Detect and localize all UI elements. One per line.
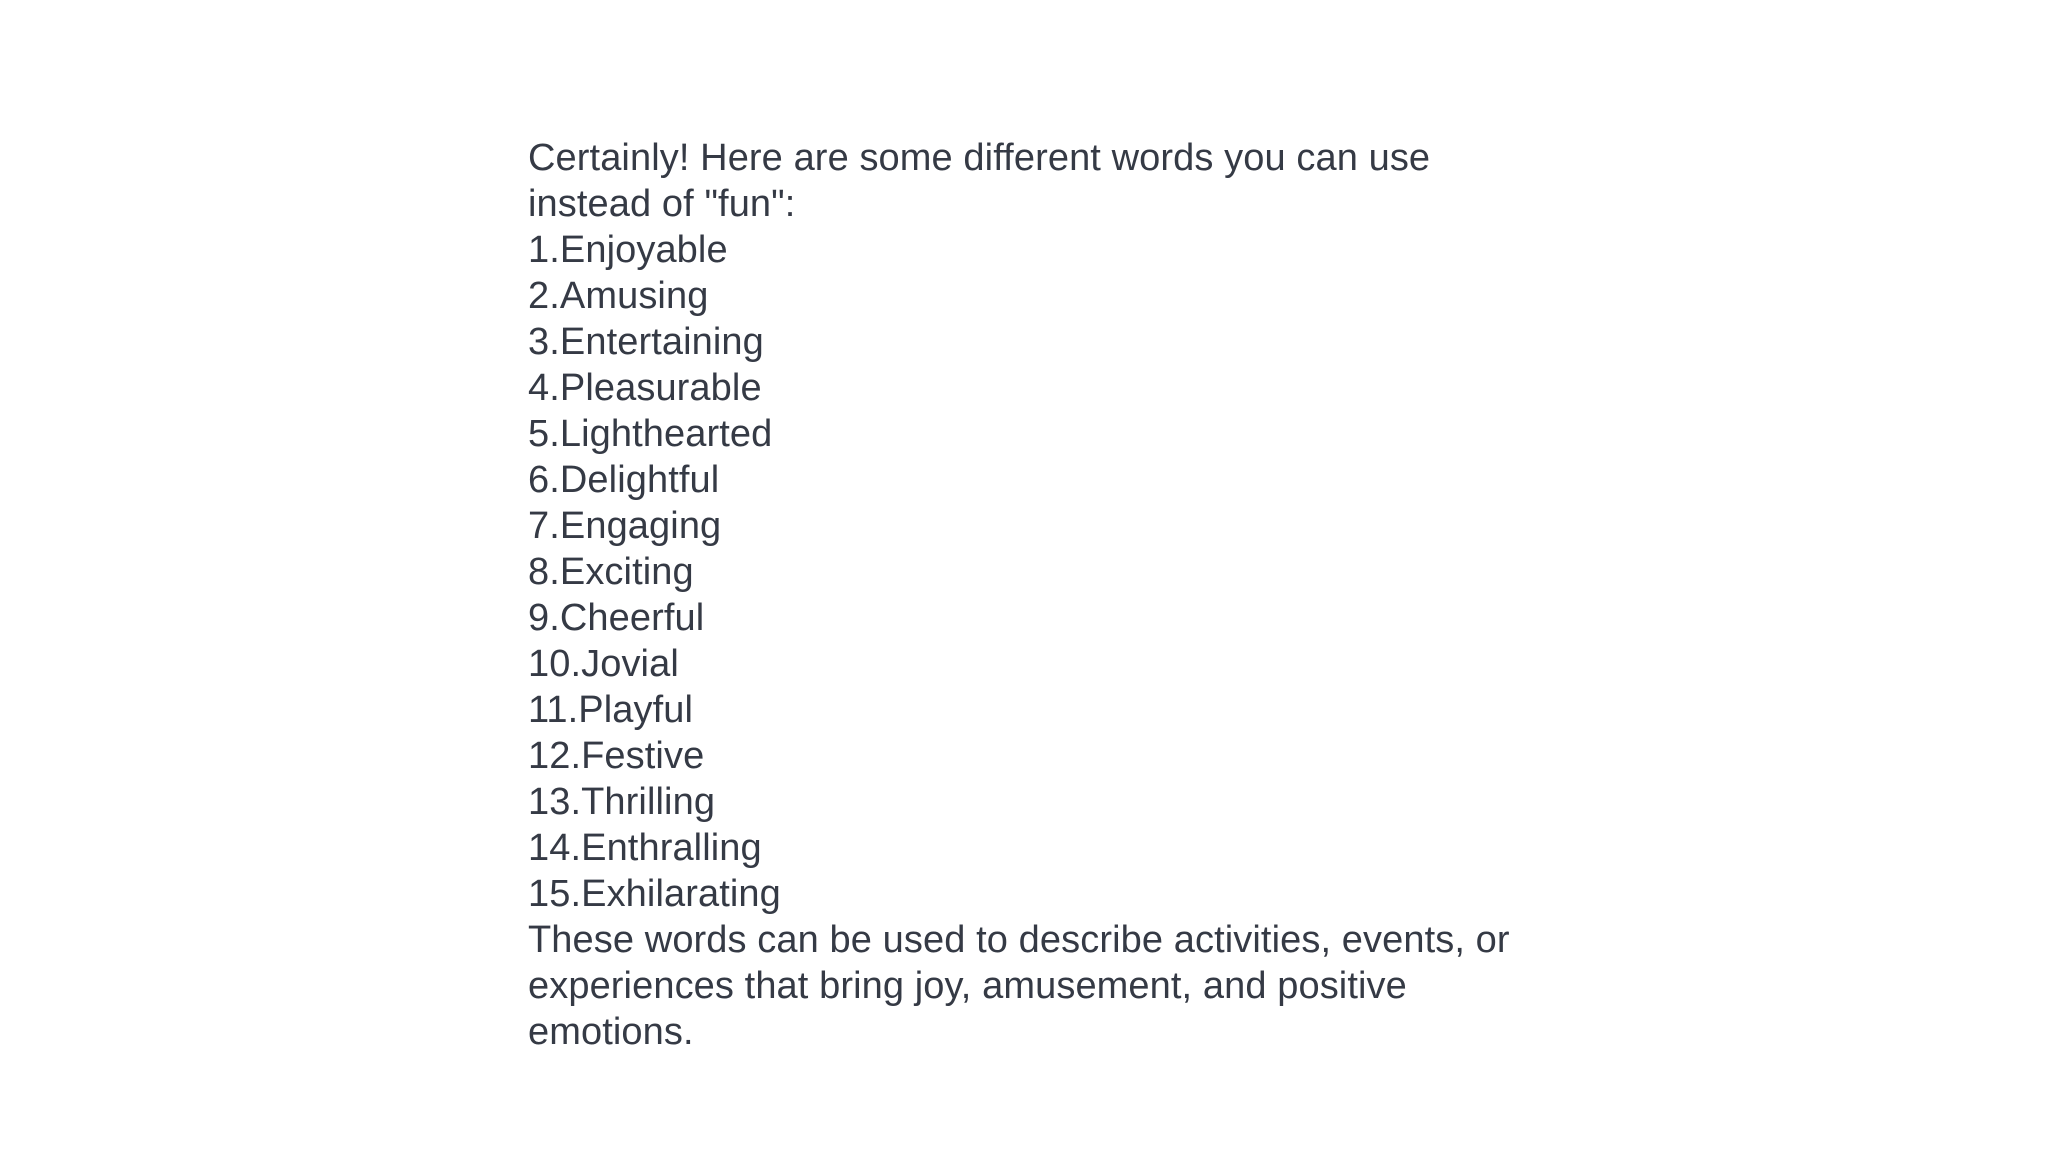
list-item: 1.Enjoyable bbox=[528, 229, 728, 271]
list-item: 5.Lighthearted bbox=[528, 413, 773, 455]
response-message bbox=[528, 135, 1528, 1055]
list-item: 11.Playful bbox=[528, 689, 694, 731]
list-item: 3.Entertaining bbox=[528, 321, 764, 363]
list-item: 14.Enthralling bbox=[528, 827, 762, 869]
list-item: 8.Exciting bbox=[528, 551, 694, 593]
list-item: 7.Engaging bbox=[528, 505, 722, 547]
synonym-list bbox=[528, 227, 1528, 917]
list-item: 13.Thrilling bbox=[528, 781, 716, 823]
outro-text: These words can be used to describe activities, events, or experiences that bring joy, amusement, and positive emotions. bbox=[528, 919, 1510, 1053]
list-item: 15.Exhilarating bbox=[528, 873, 781, 915]
list-item: 10.Jovial bbox=[528, 643, 679, 685]
list-item: 6.Delightful bbox=[528, 459, 720, 501]
list-item: 12.Festive bbox=[528, 735, 705, 777]
list-item: 2.Amusing bbox=[528, 275, 709, 317]
intro-text: Certainly! Here are some different words you can use instead of "fun": bbox=[528, 137, 1431, 225]
list-item: 4.Pleasurable bbox=[528, 367, 762, 409]
list-item: 9.Cheerful bbox=[528, 597, 705, 639]
